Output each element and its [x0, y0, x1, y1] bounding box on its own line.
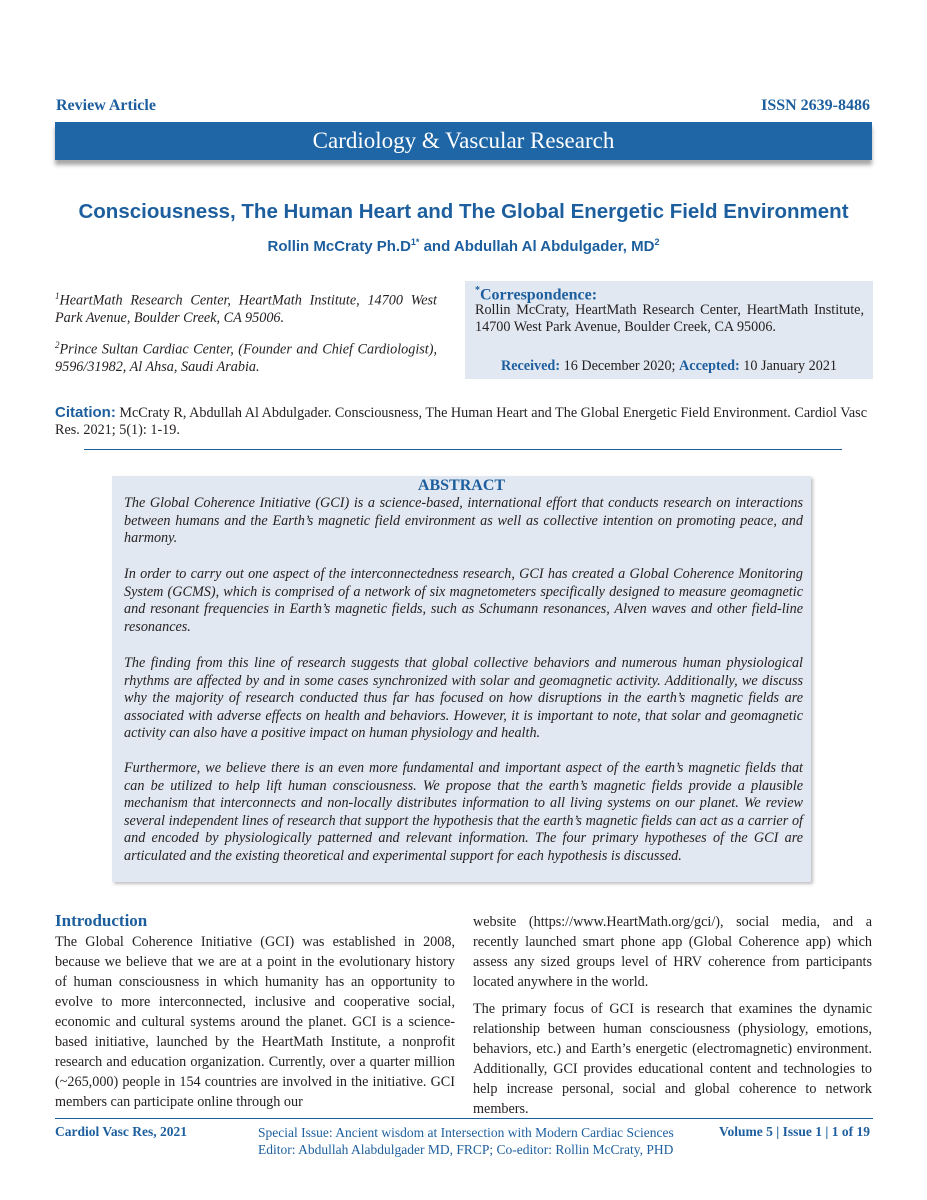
- accepted-label: Accepted:: [679, 358, 740, 374]
- introduction-right-paragraph-2: The primary focus of GCI is research that examines the dynamic relationship between human consciousness (physiology, emotions, behaviors, etc.) and Earth’s energetic (electromagnetic) environment. Additionally, GCI provides educational content and technologies to help increase personal, social and global coherence to network members.: [473, 1001, 872, 1117]
- received-accepted-dates: [465, 358, 873, 375]
- introduction-heading: Introduction: [55, 911, 148, 930]
- footer-special-issue: [258, 1124, 678, 1158]
- author-1: Rollin McCraty Ph.D: [267, 238, 411, 255]
- received-date: 16 December 2020;: [563, 358, 676, 374]
- footer-editors-line: Editor: Abdullah Alabdulgader MD, FRCP; Co-editor: Rollin McCraty, PHD: [258, 1142, 674, 1157]
- correspondence-heading-text: Correspondence:: [480, 286, 598, 304]
- affiliation-1-superscript: 1: [55, 291, 60, 301]
- article-type-label: Review Article: [56, 97, 156, 114]
- received-label: Received:: [500, 358, 561, 374]
- affiliation-2-superscript: 2: [55, 340, 60, 350]
- affiliation-1-text: HeartMath Research Center, HeartMath Institute, 14700 West Park Avenue, Boulder Creek, CA 95006.: [55, 292, 437, 326]
- correspondence-asterisk: *: [475, 285, 480, 296]
- section-divider: [84, 449, 842, 450]
- citation-text: McCraty R, Abdullah Al Abdulgader. Consciousness, The Human Heart and The Global Energetic Field Environment. Cardiol Vasc Res. 2021; 5(1): 1-19.: [55, 405, 867, 438]
- abstract-paragraph-2: In order to carry out one aspect of the interconnectedness research, GCI has created a Global Coherence Monitoring System (GCMS), which is comprised of a network of six magnetometers specifically designed to measure geomagnetic and resonant frequencies in Earth’s magnetic fields, such as Schumann resonances, Alven waves and other field-line resonances.: [124, 566, 803, 635]
- author-joiner: and: [419, 238, 454, 255]
- affiliation-1: [55, 288, 437, 327]
- journal-name: Cardiology & Vascular Research: [312, 128, 615, 153]
- author-2: Abdullah Al Abdulgader, MD: [453, 238, 655, 255]
- footer-divider: [55, 1118, 873, 1119]
- affiliation-2: [55, 337, 437, 376]
- author-1-superscript: 1*: [410, 237, 420, 247]
- footer-volume: Volume 5 | Issue 1 | 1 of 19: [719, 1124, 870, 1139]
- footer-special-issue-line: Special Issue: Ancient wisdom at Intersection with Modern Cardiac Sciences: [258, 1125, 674, 1140]
- introduction-left-paragraph: The Global Coherence Initiative (GCI) was established in 2008, because we believe that we are at a point in the evolutionary history of human consciousness in which humanity has an opportunity to evolve to more interconnected, inclusive and cooperative social, economic and cultural systems around the planet. GCI is a science-based initiative, launched by the HeartMath Institute, a nonprofit research and education organization. Currently, over a quarter million (~265,000) people in 154 countries are involved in the initiative. GCI members can participate online through our: [55, 934, 455, 1110]
- introduction-right-paragraph-1: website (https://www.HeartMath.org/gci/), social media, and a recently launched smart phone app (Global Coherence app) which assess any sized groups level of HRV coherence from participants located anywhere in the world.: [473, 914, 872, 990]
- citation-label: Citation:: [55, 404, 116, 421]
- journal-banner: [55, 122, 872, 160]
- accepted-date: 10 January 2021: [743, 358, 838, 374]
- abstract-paragraph-3: The finding from this line of research suggests that global collective behaviors and numerous human physiological rhythms are affected by and in some cases synchronized with solar and geomagnetic activity. Additionally, we discuss why the majority of research conducted thus far has focused on how disruptions in the earth’s magnetic fields are associated with adverse effects on health and behaviors. However, it is important to note, that solar and geomagnetic activity can also have a positive impact on human physiology and health.: [124, 655, 803, 742]
- article-title: Consciousness, The Human Heart and The Global Energetic Field Environment: [78, 200, 849, 223]
- abstract-heading: ABSTRACT: [417, 477, 506, 494]
- footer-journal-abbrev: Cardiol Vasc Res, 2021: [55, 1124, 188, 1139]
- affiliation-2-text: Prince Sultan Cardiac Center, (Founder and Chief Cardiologist), 9596/31982, Al Ahsa, Saudi Arabia.: [55, 341, 437, 375]
- author-2-superscript: 2: [654, 237, 660, 247]
- correspondence-text: Rollin McCraty, HeartMath Research Center, HeartMath Institute, 14700 West Park Avenue, Boulder Creek, CA 95006.: [475, 302, 864, 335]
- author-line: [0, 237, 927, 255]
- issn-label: ISSN 2639-8486: [761, 97, 870, 114]
- citation: [55, 404, 873, 439]
- abstract-paragraph-1: The Global Coherence Initiative (GCI) is a science-based, international effort that conducts research on interactions between humans and the Earth’s magnetic field environment as well as collective intention on promoting peace, and harmony.: [124, 495, 803, 547]
- abstract-paragraph-4: Furthermore, we believe there is an even more fundamental and important aspect of the earth’s magnetic fields that can be utilized to help lift human consciousness. We propose that the earth’s magnetic fields provide a plausible mechanism that interconnects and non-locally distributes information to all living systems on our planet. We review several independent lines of research that support the hypothesis that the earth’s magnetic fields can act as a carrier of and encoded by physiologically patterned and relevant information. The four primary hypotheses of the GCI are articulated and the existing theoretical and experimental support for each hypothesis is discussed.: [124, 760, 803, 864]
